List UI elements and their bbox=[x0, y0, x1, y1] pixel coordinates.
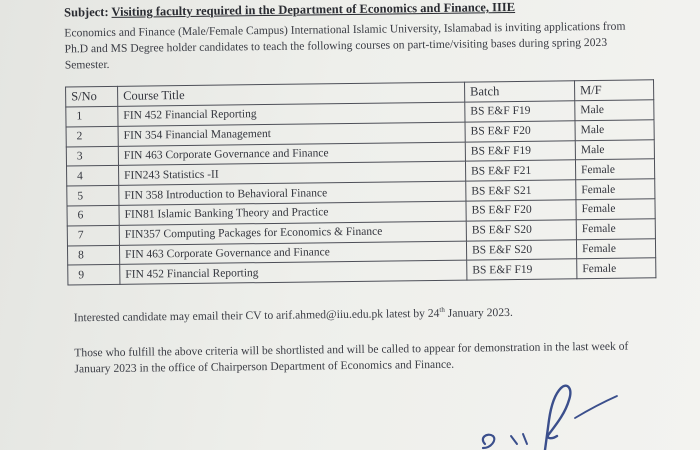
date-ordinal-suffix: th bbox=[439, 305, 445, 314]
cell-gender: Female bbox=[576, 199, 655, 220]
header-batch: Batch bbox=[465, 81, 575, 102]
header-course-title: Course Title bbox=[118, 82, 465, 106]
cell-course: FIN 463 Corporate Governance and Finance bbox=[118, 142, 465, 166]
handwritten-signature bbox=[465, 378, 635, 450]
cell-sno: 4 bbox=[67, 166, 119, 186]
subject-text: Visiting faculty required in the Department of Economics and Finance, IIIE bbox=[111, 0, 516, 19]
subject-line bbox=[64, 0, 515, 20]
cell-sno: 9 bbox=[68, 265, 120, 285]
cell-course: FIN 354 Financial Management bbox=[118, 122, 465, 146]
cell-gender: Female bbox=[576, 238, 655, 259]
cell-batch: BS E&F F21 bbox=[465, 160, 575, 181]
cell-gender: Female bbox=[576, 179, 655, 200]
cell-batch: BS E&F F19 bbox=[465, 140, 575, 161]
header-gender: M/F bbox=[575, 80, 654, 101]
cell-sno: 6 bbox=[67, 205, 119, 225]
cell-batch: BS E&F F19 bbox=[465, 101, 575, 122]
cell-gender: Female bbox=[575, 159, 654, 180]
intro-paragraph: Economics and Finance (Male/Female Campus) International Islamic University, Islamabad is inviting applications from Ph.D and MS Degree holder candidates to teach the following courses on part-time/visiting bases during spring 2023 Semester. bbox=[64, 19, 626, 72]
cell-course: FIN 463 Corporate Governance and Finance bbox=[119, 241, 466, 265]
cell-sno: 3 bbox=[66, 146, 118, 166]
cell-course: FIN 452 Financial Reporting bbox=[120, 260, 467, 284]
email-instructions-tail: January 2023. bbox=[444, 305, 513, 320]
cell-batch: BS E&F F20 bbox=[465, 121, 575, 142]
cell-course: FIN 452 Financial Reporting bbox=[118, 102, 465, 126]
courses-table bbox=[65, 79, 656, 285]
cell-gender: Male bbox=[575, 120, 654, 141]
subject-label: Subject: bbox=[64, 4, 109, 20]
cell-course: FIN 358 Introduction to Behavioral Finance bbox=[119, 181, 466, 205]
cell-course: FIN81 Islamic Banking Theory and Practice bbox=[119, 201, 466, 225]
header-sno: S/No bbox=[66, 86, 118, 107]
cell-batch: BS E&F S20 bbox=[466, 239, 576, 260]
cell-batch: BS E&F S20 bbox=[466, 220, 576, 241]
cell-gender: Female bbox=[577, 258, 656, 279]
email-instructions bbox=[74, 305, 513, 324]
cell-course: FIN243 Statistics -II bbox=[119, 161, 466, 185]
cell-sno: 8 bbox=[67, 245, 119, 265]
cell-batch: BS E&F F20 bbox=[466, 200, 576, 221]
cell-sno: 7 bbox=[67, 225, 119, 245]
shortlist-notice: Those who fulfill the above criteria will be shortlisted and will be called to appear for demonstration in the last week of January 2023 in the office of Chairperson Department of Economics and Finance. bbox=[74, 339, 629, 376]
cell-sno: 1 bbox=[66, 106, 118, 126]
cell-batch: BS E&F F19 bbox=[467, 259, 577, 280]
cell-gender: Male bbox=[575, 139, 654, 160]
cell-course: FIN357 Computing Packages for Economics & Finance bbox=[119, 221, 466, 245]
cell-gender: Male bbox=[575, 100, 654, 121]
cell-sno: 5 bbox=[67, 186, 119, 206]
cell-batch: BS E&F S21 bbox=[466, 180, 576, 201]
email-instructions-text: Interested candidate may email their CV to arif.ahmed@iiu.edu.pk latest by 24 bbox=[73, 306, 440, 325]
cell-sno: 2 bbox=[66, 126, 118, 146]
cell-gender: Female bbox=[576, 219, 655, 240]
